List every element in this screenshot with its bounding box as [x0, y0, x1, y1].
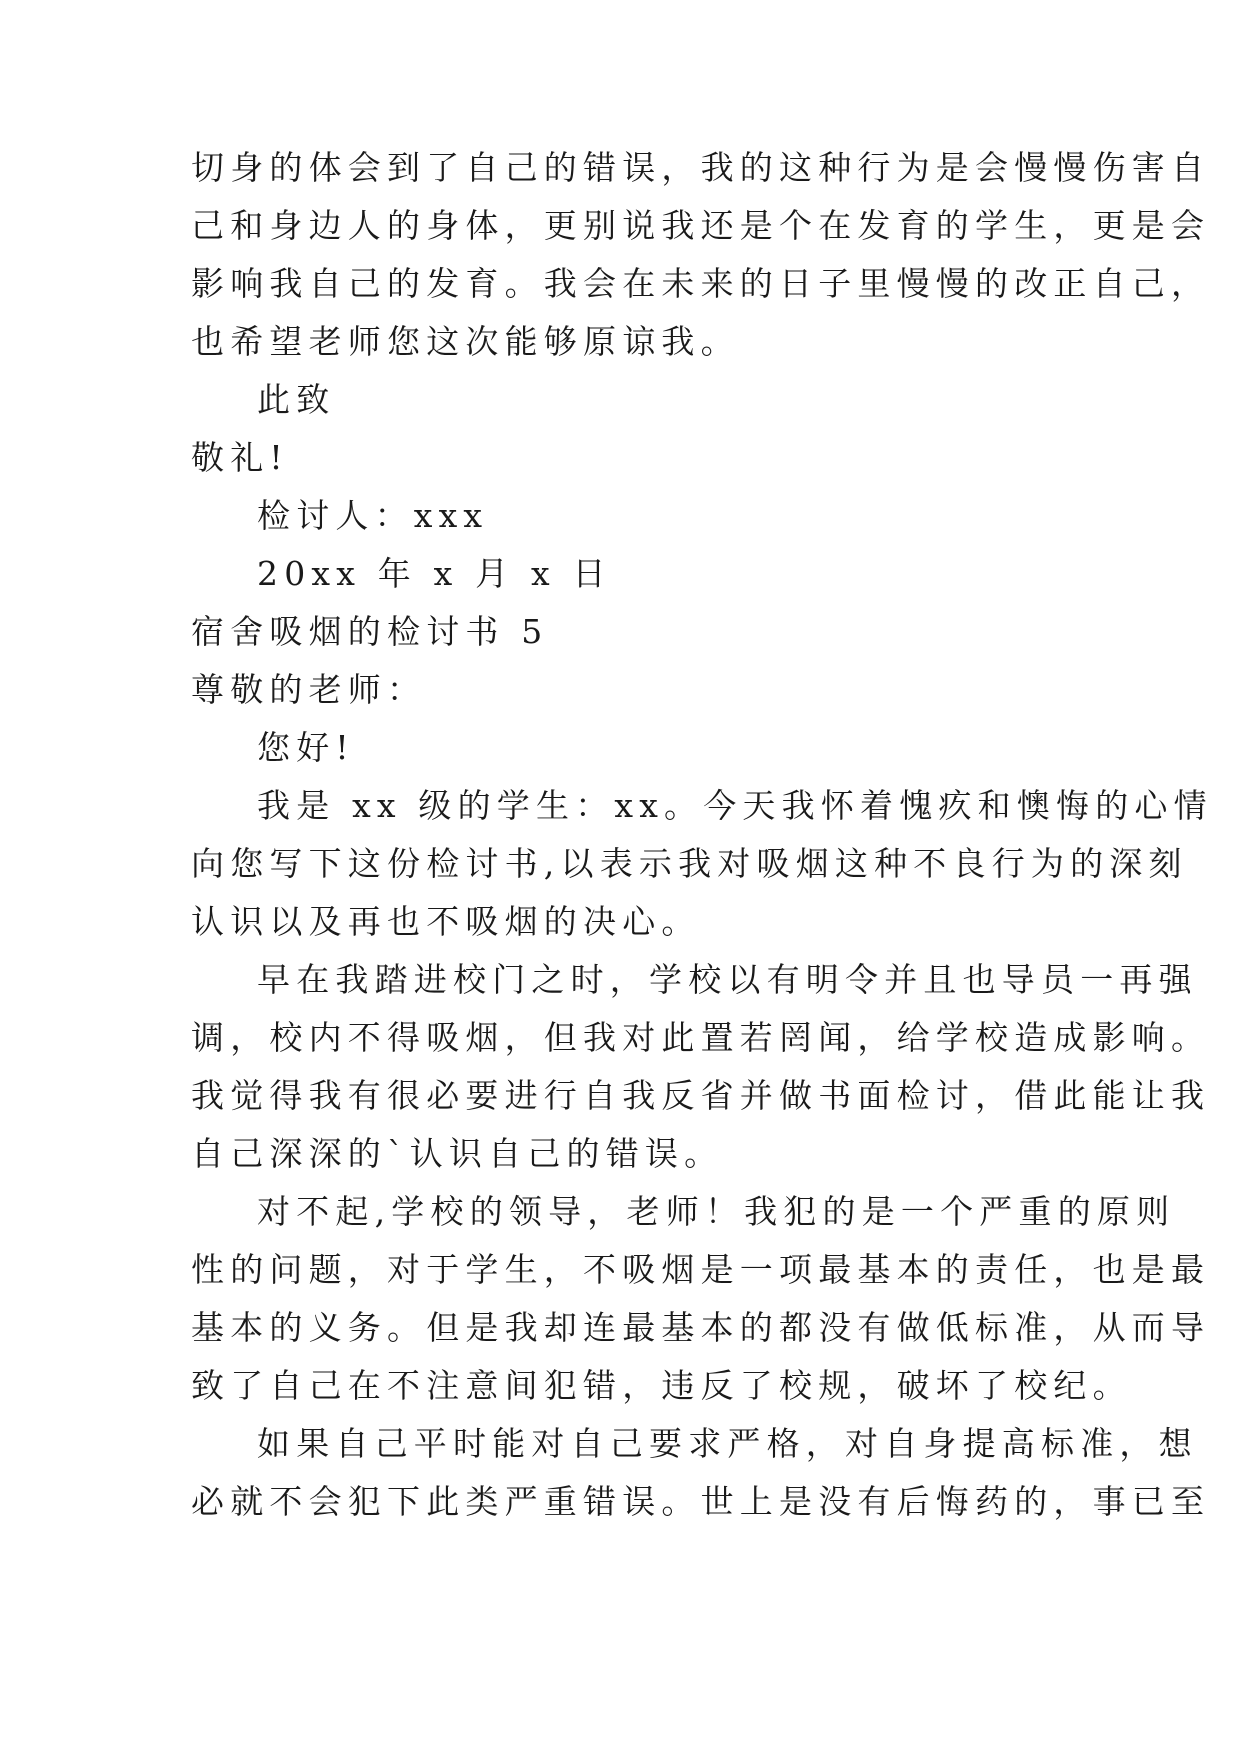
- paragraph-line: 自己深深的`认识自己的错误。: [191, 1134, 724, 1173]
- paragraph-line: 我觉得我有很必要进行自我反省并做书面检讨，借此能让我: [191, 1076, 1211, 1115]
- paragraph-line: 性的问题，对于学生，不吸烟是一项最基本的责任，也是最: [191, 1250, 1211, 1289]
- closing-salutation: 此致: [257, 380, 336, 419]
- paragraph-line: 认识以及再也不吸烟的决心。: [191, 902, 701, 941]
- paragraph-line: 必就不会犯下此类严重错误。世上是没有后悔药的，事已至: [191, 1482, 1211, 1521]
- date-line: 20xx 年 x 月 x 日: [257, 554, 612, 593]
- greeting-line: 您好!: [257, 728, 355, 767]
- paragraph-line: 致了自己在不注意间犯错，违反了校规，破坏了校纪。: [191, 1366, 1132, 1405]
- paragraph-line: 对不起,学校的领导，老师！我犯的是一个严重的原则: [257, 1192, 1176, 1231]
- paragraph-line: 早在我踏进校门之时，学校以有明令并且也导员一再强: [257, 960, 1198, 999]
- paragraph-line: 影响我自己的发育。我会在未来的日子里慢慢的改正自己，: [191, 264, 1211, 303]
- greeting-line: 尊敬的老师：: [191, 670, 427, 709]
- paragraph-line: 基本的义务。但是我却连最基本的都没有做低标准，从而导: [191, 1308, 1211, 1347]
- paragraph-line: 如果自己平时能对自己要求严格，对自身提高标准，想: [257, 1424, 1198, 1463]
- paragraph-line: 切身的体会到了自己的错误，我的这种行为是会慢慢伤害自: [191, 148, 1211, 187]
- paragraph-line: 己和身边人的身体，更别说我还是个在发育的学生，更是会: [191, 206, 1211, 245]
- closing-regards: 敬礼!: [191, 438, 289, 477]
- paragraph-line: 也希望老师您这次能够原谅我。: [191, 322, 740, 361]
- paragraph-line: 调，校内不得吸烟，但我对此置若罔闻，给学校造成影响。: [191, 1018, 1211, 1057]
- paragraph-line: 向您写下这份检讨书,以表示我对吸烟这种不良行为的深刻: [191, 844, 1188, 883]
- section-heading: 宿舍吸烟的检讨书 5: [191, 612, 549, 651]
- signature-line: 检讨人：xxx: [257, 496, 489, 535]
- paragraph-line: 我是 xx 级的学生：xx。今天我怀着愧疚和懊悔的心情: [257, 786, 1213, 825]
